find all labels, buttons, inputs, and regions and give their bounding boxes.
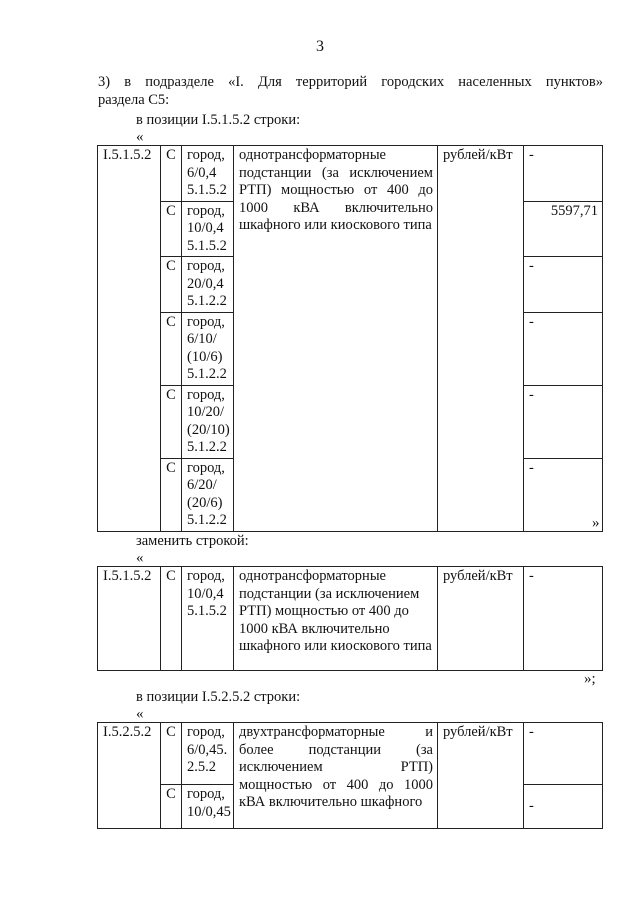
- location-cell: город, 20/0,4 5.1.2.2: [182, 257, 234, 313]
- table-old-rows-2: [97, 722, 603, 829]
- section3-open-quote: «: [136, 706, 144, 722]
- unit-cell: рублей/кВт: [438, 567, 524, 671]
- category-cell: С: [161, 385, 182, 458]
- value-cell: -: [524, 723, 603, 785]
- category-cell: С: [161, 257, 182, 313]
- value-cell: -: [524, 385, 603, 458]
- value-cell: -: [524, 458, 603, 531]
- description-cell: однотрансформаторные подстанции (за исключением РТП) мощностью от 400 до 1000 кВА включительно шкафного или киоскового типа: [234, 146, 438, 532]
- intro-line-2: раздела С5:: [98, 92, 170, 108]
- table-row: [98, 567, 603, 671]
- category-cell: С: [161, 785, 182, 829]
- value-cell: -: [524, 312, 603, 385]
- value-cell: -: [524, 785, 603, 829]
- page-number: 3: [316, 38, 324, 55]
- table-new-row: [97, 566, 603, 671]
- unit-cell: рублей/кВт: [438, 723, 524, 829]
- location-cell: город, 6/20/ (20/6) 5.1.2.2: [182, 458, 234, 531]
- section3-lead: в позиции I.5.2.5.2 строки:: [136, 689, 301, 705]
- description-cell: однотрансформаторные подстанции (за исключением РТП) мощностью от 400 до 1000 кВА включительно шкафного или киоскового типа: [234, 567, 438, 671]
- section1-close-quote: »: [592, 515, 600, 531]
- section2-open-quote: «: [136, 550, 144, 566]
- value-cell: -: [524, 257, 603, 313]
- description-cell: двухтрансформаторные и более подстанции (за исключением РТП) мощностью от 400 до 1000 кВА включительно шкафного: [234, 723, 438, 829]
- intro-line-1: 3) в подразделе «I. Для территорий городских населенных пунктов»: [98, 74, 603, 90]
- section1-open-quote: «: [136, 129, 144, 145]
- location-cell: город, 10/0,4 5.1.5.2: [182, 201, 234, 257]
- value-cell: 5597,71: [524, 201, 603, 257]
- location-cell: город, 6/0,4 5.1.5.2: [182, 146, 234, 202]
- location-cell: город, 10/20/ (20/10) 5.1.2.2: [182, 385, 234, 458]
- value-cell: -: [524, 567, 603, 671]
- section1-lead: в позиции I.5.1.5.2 строки:: [136, 112, 301, 128]
- table-row: [98, 723, 603, 785]
- location-cell: город, 10/0,4 5.1.5.2: [182, 567, 234, 671]
- category-cell: С: [161, 458, 182, 531]
- location-cell: город, 6/10/ (10/6) 5.1.2.2: [182, 312, 234, 385]
- table-old-rows: [97, 145, 603, 532]
- position-code: I.5.1.5.2: [98, 567, 161, 671]
- position-code: I.5.1.5.2: [98, 146, 161, 532]
- category-cell: С: [161, 723, 182, 785]
- category-cell: С: [161, 312, 182, 385]
- category-cell: С: [161, 201, 182, 257]
- value-cell: -: [524, 146, 603, 202]
- location-cell: город, 6/0,45. 2.5.2: [182, 723, 234, 785]
- position-code: I.5.2.5.2: [98, 723, 161, 829]
- unit-cell: рублей/кВт: [438, 146, 524, 532]
- category-cell: С: [161, 146, 182, 202]
- category-cell: С: [161, 567, 182, 671]
- section2-close-quote: »;: [584, 671, 596, 687]
- location-cell: город, 10/0,45: [182, 785, 234, 829]
- section2-lead: заменить строкой:: [136, 533, 249, 549]
- table-row: [98, 146, 603, 202]
